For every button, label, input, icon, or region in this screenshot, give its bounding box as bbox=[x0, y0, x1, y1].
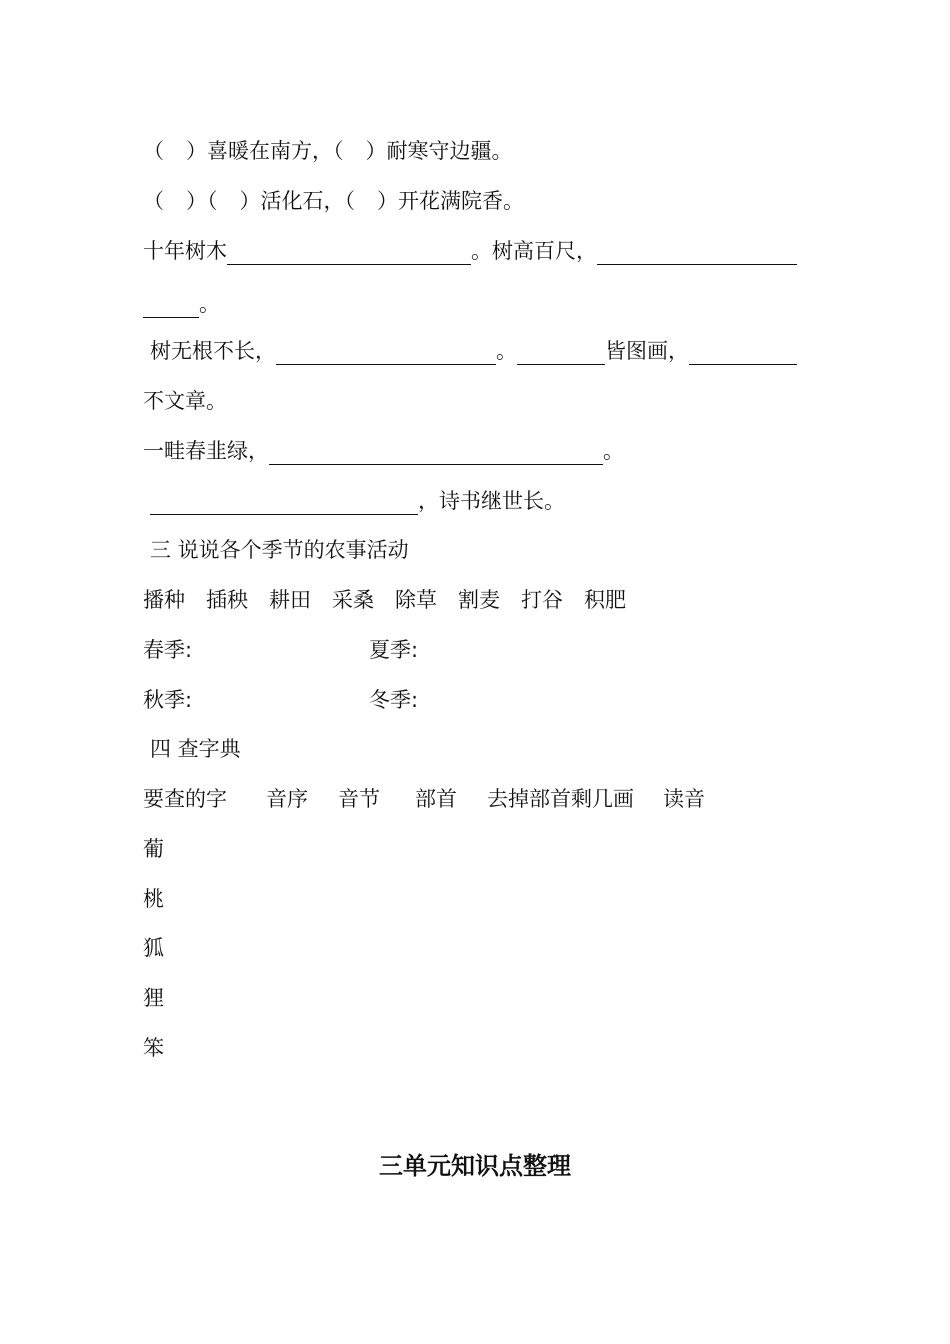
column-header: 部首 bbox=[415, 787, 457, 811]
unit-title: 三单元知识点整理 bbox=[379, 1152, 571, 1180]
proverb-1 bbox=[143, 237, 797, 265]
proverb-2 bbox=[150, 337, 797, 365]
fill-blank[interactable] bbox=[597, 242, 797, 265]
proverb-text: ，诗书继世长。 bbox=[418, 489, 565, 513]
fill-blank[interactable] bbox=[276, 342, 496, 365]
column-header: 读音 bbox=[663, 787, 705, 811]
spring-label: 春季: bbox=[143, 638, 193, 662]
close-paren: ） bbox=[239, 189, 261, 213]
column-header: 音序 bbox=[266, 787, 308, 811]
proverb-text: 。 bbox=[496, 339, 517, 363]
column-header: 要查的字 bbox=[143, 787, 227, 811]
proverb-text: 皆图画， bbox=[605, 339, 689, 363]
proverb-1-cont bbox=[143, 290, 220, 318]
proverb-text: 一畦春韭绿， bbox=[143, 439, 269, 463]
close-paren: ） bbox=[365, 139, 387, 163]
column-header: 音节 bbox=[338, 787, 380, 811]
proverb-text: 。 bbox=[199, 292, 220, 316]
couplet-text: 活化石， bbox=[260, 189, 345, 213]
fill-blank[interactable] bbox=[227, 242, 471, 265]
fill-blank[interactable] bbox=[689, 342, 797, 365]
close-paren: ） bbox=[377, 189, 398, 213]
proverb-4 bbox=[150, 487, 565, 515]
activity-item: 采桑 bbox=[332, 588, 374, 612]
section-4-heading: 四 查字典 bbox=[150, 737, 241, 761]
activity-item: 插秧 bbox=[206, 588, 248, 612]
activity-item: 打谷 bbox=[521, 588, 563, 612]
activity-item: 除草 bbox=[395, 588, 437, 612]
activity-item: 播种 bbox=[143, 588, 185, 612]
proverb-text: 。 bbox=[603, 439, 624, 463]
activity-item: 耕田 bbox=[269, 588, 311, 612]
fill-blank[interactable] bbox=[269, 442, 603, 465]
autumn-label: 秋季: bbox=[143, 688, 193, 712]
fill-blank[interactable] bbox=[143, 295, 199, 318]
lookup-char: 葡 bbox=[143, 837, 164, 861]
lookup-char: 狐 bbox=[143, 936, 164, 960]
open-paren: （ bbox=[344, 189, 355, 213]
open-paren: （ bbox=[143, 139, 164, 163]
activity-list bbox=[143, 586, 626, 614]
proverb-3 bbox=[143, 437, 624, 465]
fill-blank[interactable] bbox=[150, 492, 418, 515]
fill-blank[interactable] bbox=[517, 342, 605, 365]
lookup-char: 笨 bbox=[143, 1036, 164, 1060]
proverb-text: 。树高百尺， bbox=[471, 239, 597, 263]
couplet-line-1 bbox=[143, 137, 513, 165]
couplet-line-2 bbox=[143, 187, 524, 215]
couplet-text: 喜暖在南方， bbox=[207, 139, 333, 163]
proverb-2-cont bbox=[143, 387, 227, 415]
proverb-text: 树无根不长， bbox=[150, 339, 276, 363]
lookup-char: 狸 bbox=[143, 986, 164, 1010]
activity-item: 割麦 bbox=[458, 588, 500, 612]
couplet-text: 开花满院香。 bbox=[398, 189, 524, 213]
open-paren: （ bbox=[207, 189, 218, 213]
section-3-heading: 三 说说各个季节的农事活动 bbox=[150, 538, 409, 562]
activity-item: 积肥 bbox=[584, 588, 626, 612]
close-paren: ） bbox=[186, 189, 207, 213]
close-paren: ） bbox=[186, 139, 207, 163]
couplet-text: 耐寒守边疆。 bbox=[386, 139, 513, 163]
proverb-text: 不文章。 bbox=[143, 389, 227, 413]
proverb-text: 十年树木 bbox=[143, 239, 227, 263]
lookup-char: 桃 bbox=[143, 887, 164, 911]
open-paren: （ bbox=[143, 189, 164, 213]
winter-label: 冬季: bbox=[369, 688, 419, 712]
summer-label: 夏季: bbox=[369, 638, 419, 662]
open-paren: （ bbox=[333, 139, 344, 163]
column-header: 去掉部首剩几画 bbox=[487, 787, 634, 811]
